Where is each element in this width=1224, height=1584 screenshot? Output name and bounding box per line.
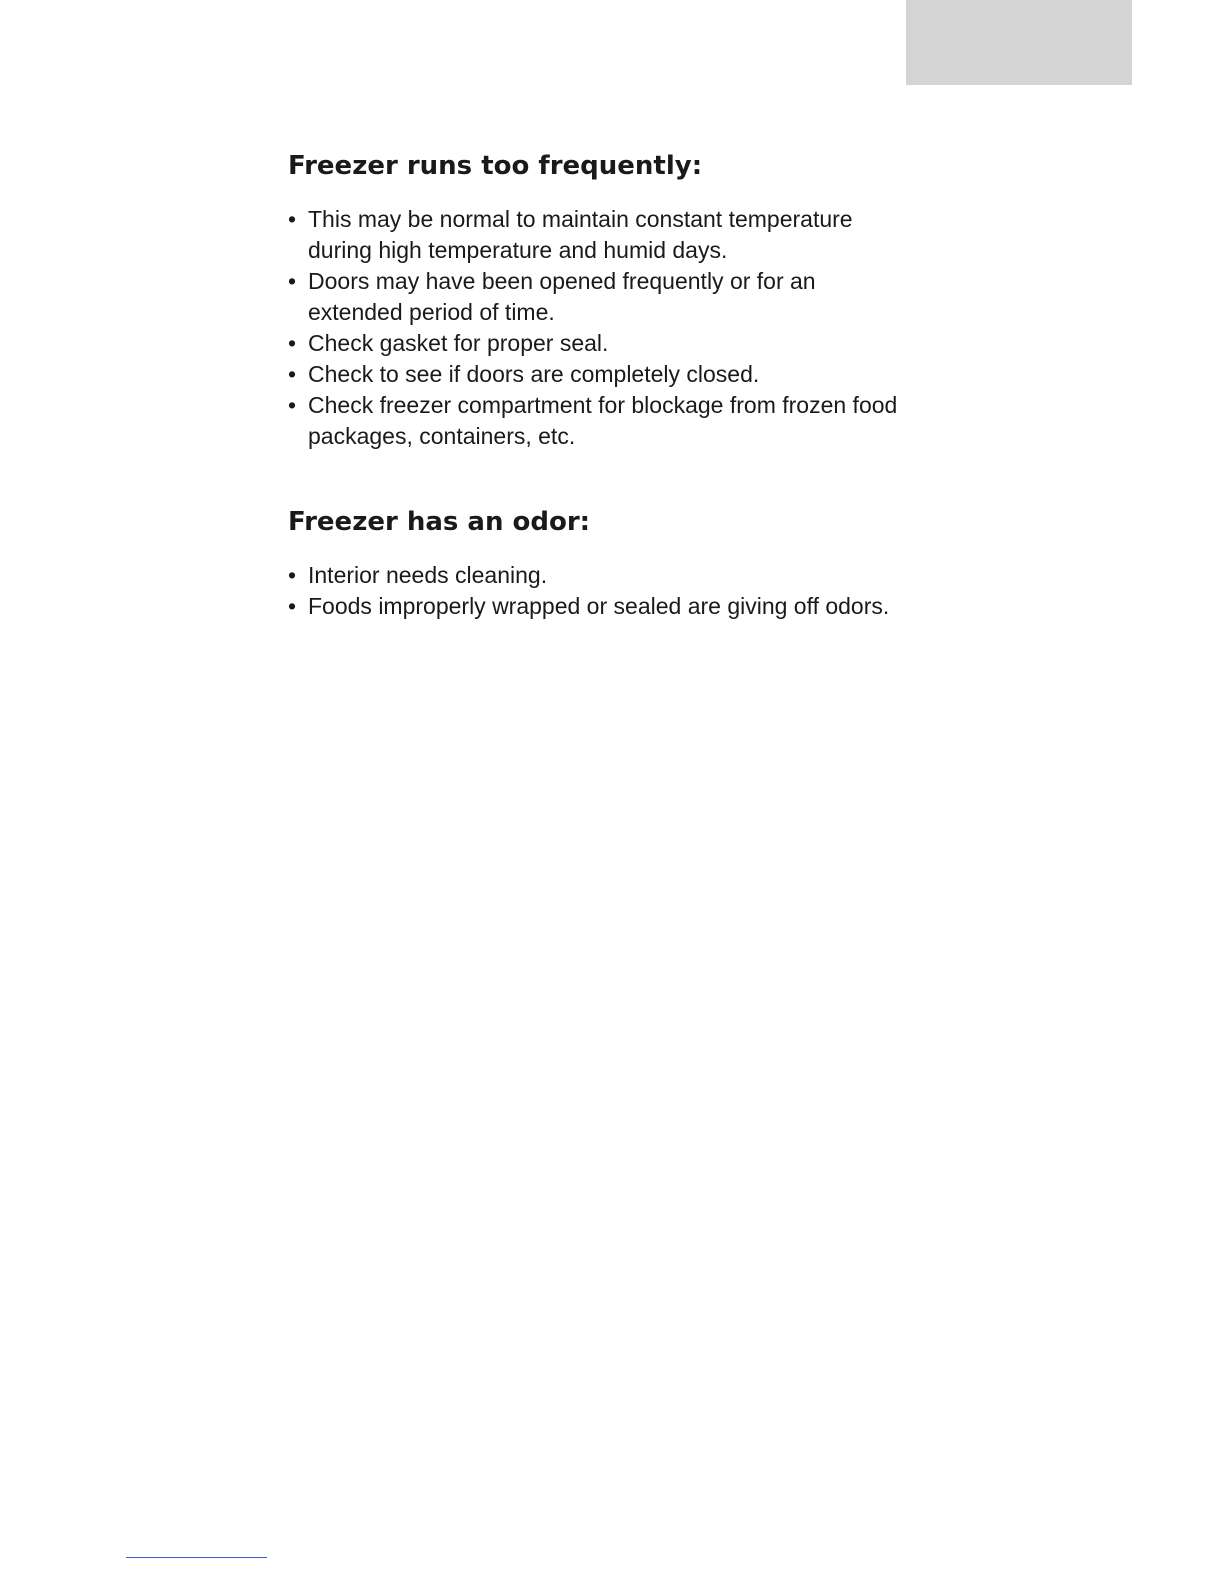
list-item [288,266,908,328]
list-item [288,390,908,452]
section-runs-frequently [288,148,908,452]
list-item-text: Check to see if doors are completely closed. [308,361,760,387]
list-item-text: Interior needs cleaning. [308,562,548,588]
list-item [288,560,908,591]
list-item [288,328,908,359]
bullet-icon: • [288,562,297,588]
section-title: Freezer has an odor: [288,507,591,537]
bullet-icon: • [288,392,297,418]
footer-rule [126,1557,267,1558]
bullet-icon: • [288,330,297,356]
page-corner-tab [906,0,1132,85]
list-item [288,591,908,622]
list-item [288,204,908,266]
bullet-icon: • [288,268,297,294]
section-odor [288,504,908,622]
bullet-icon: • [288,593,297,619]
list-item [288,359,908,390]
list-item-text: Check freezer compartment for blockage from frozen food packages, containers, etc. [308,392,898,449]
bullet-icon: • [288,361,297,387]
list-item-text: Foods improperly wrapped or sealed are giving off odors. [308,593,890,619]
bullet-icon: • [288,206,297,232]
list-item-text: Check gasket for proper seal. [308,330,609,356]
list-item-text: This may be normal to maintain constant temperature during high temperature and humid days. [308,206,853,263]
section-title: Freezer runs too frequently: [288,151,703,181]
bullet-list [288,204,908,452]
troubleshooting-content [288,148,908,622]
bullet-list [288,560,908,622]
list-item-text: Doors may have been opened frequently or for an extended period of time. [308,268,816,325]
